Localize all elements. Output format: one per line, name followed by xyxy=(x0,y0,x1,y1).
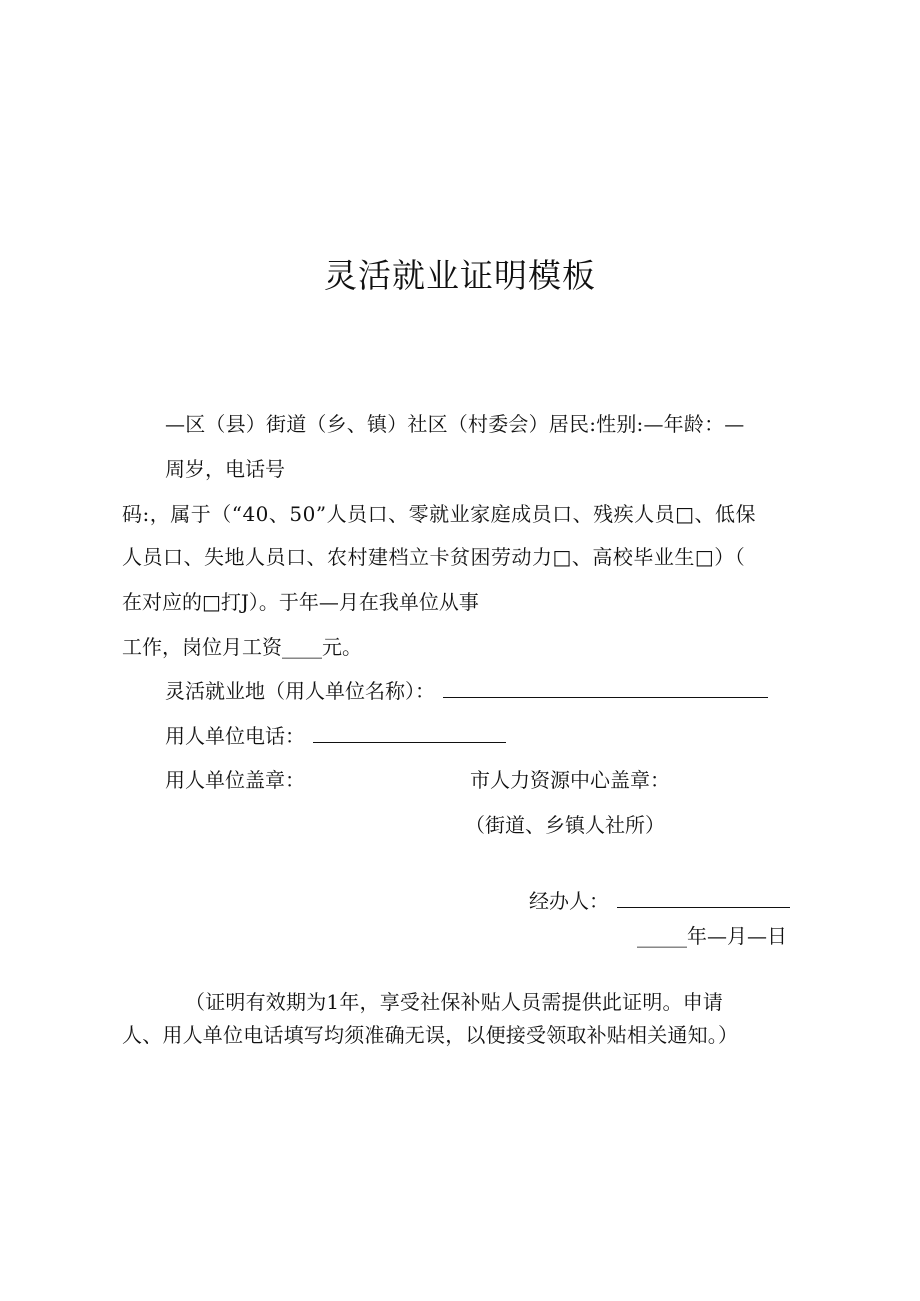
body-line-1: —区（县）街道（乡、镇）社区（村委会）居民:性别:—年龄：— xyxy=(165,412,745,436)
employer-name-row xyxy=(165,677,768,705)
document-title: 灵活就业证明模板 xyxy=(324,256,596,295)
note-line-1: （证明有效期为1年，享受社保补贴人员需提供此证明。申请 xyxy=(185,990,724,1014)
employer-name-blank[interactable] xyxy=(443,679,768,698)
body-line-3: 码:，属于（“40、50”人员口、零就业家庭成员口、残疾人员□、低保 xyxy=(122,502,756,526)
body-line-5: 在对应的□打J）。于年—月在我单位从事 xyxy=(122,590,479,614)
body-line-2: 周岁，电话号 xyxy=(165,457,285,481)
employer-seal-label: 用人单位盖章： xyxy=(165,768,305,792)
body-line-6: 工作，岗位月工资____元。 xyxy=(122,635,362,659)
center-seal-label: 市人力资源中心盖章： xyxy=(470,768,670,792)
employer-phone-row xyxy=(165,722,506,750)
handler-label: 经办人： xyxy=(529,889,609,913)
employer-phone-label: 用人单位电话： xyxy=(165,724,305,748)
body-line-4: 人员口、失地人员口、农村建档立卡贫困劳动力□、高校毕业生□）（ xyxy=(122,545,746,569)
note-line-2: 人、用人单位电话填写均须准确无误，以便接受领取补贴相关通知。） xyxy=(122,1023,739,1047)
employer-name-label: 灵活就业地（用人单位名称）： xyxy=(165,679,435,703)
handler-row xyxy=(529,887,790,915)
date-line: _____年—月—日 xyxy=(637,924,787,948)
employer-phone-blank[interactable] xyxy=(313,724,506,743)
handler-blank[interactable] xyxy=(617,889,790,908)
center-seal-subtitle: （街道、乡镇人社所） xyxy=(465,813,665,837)
